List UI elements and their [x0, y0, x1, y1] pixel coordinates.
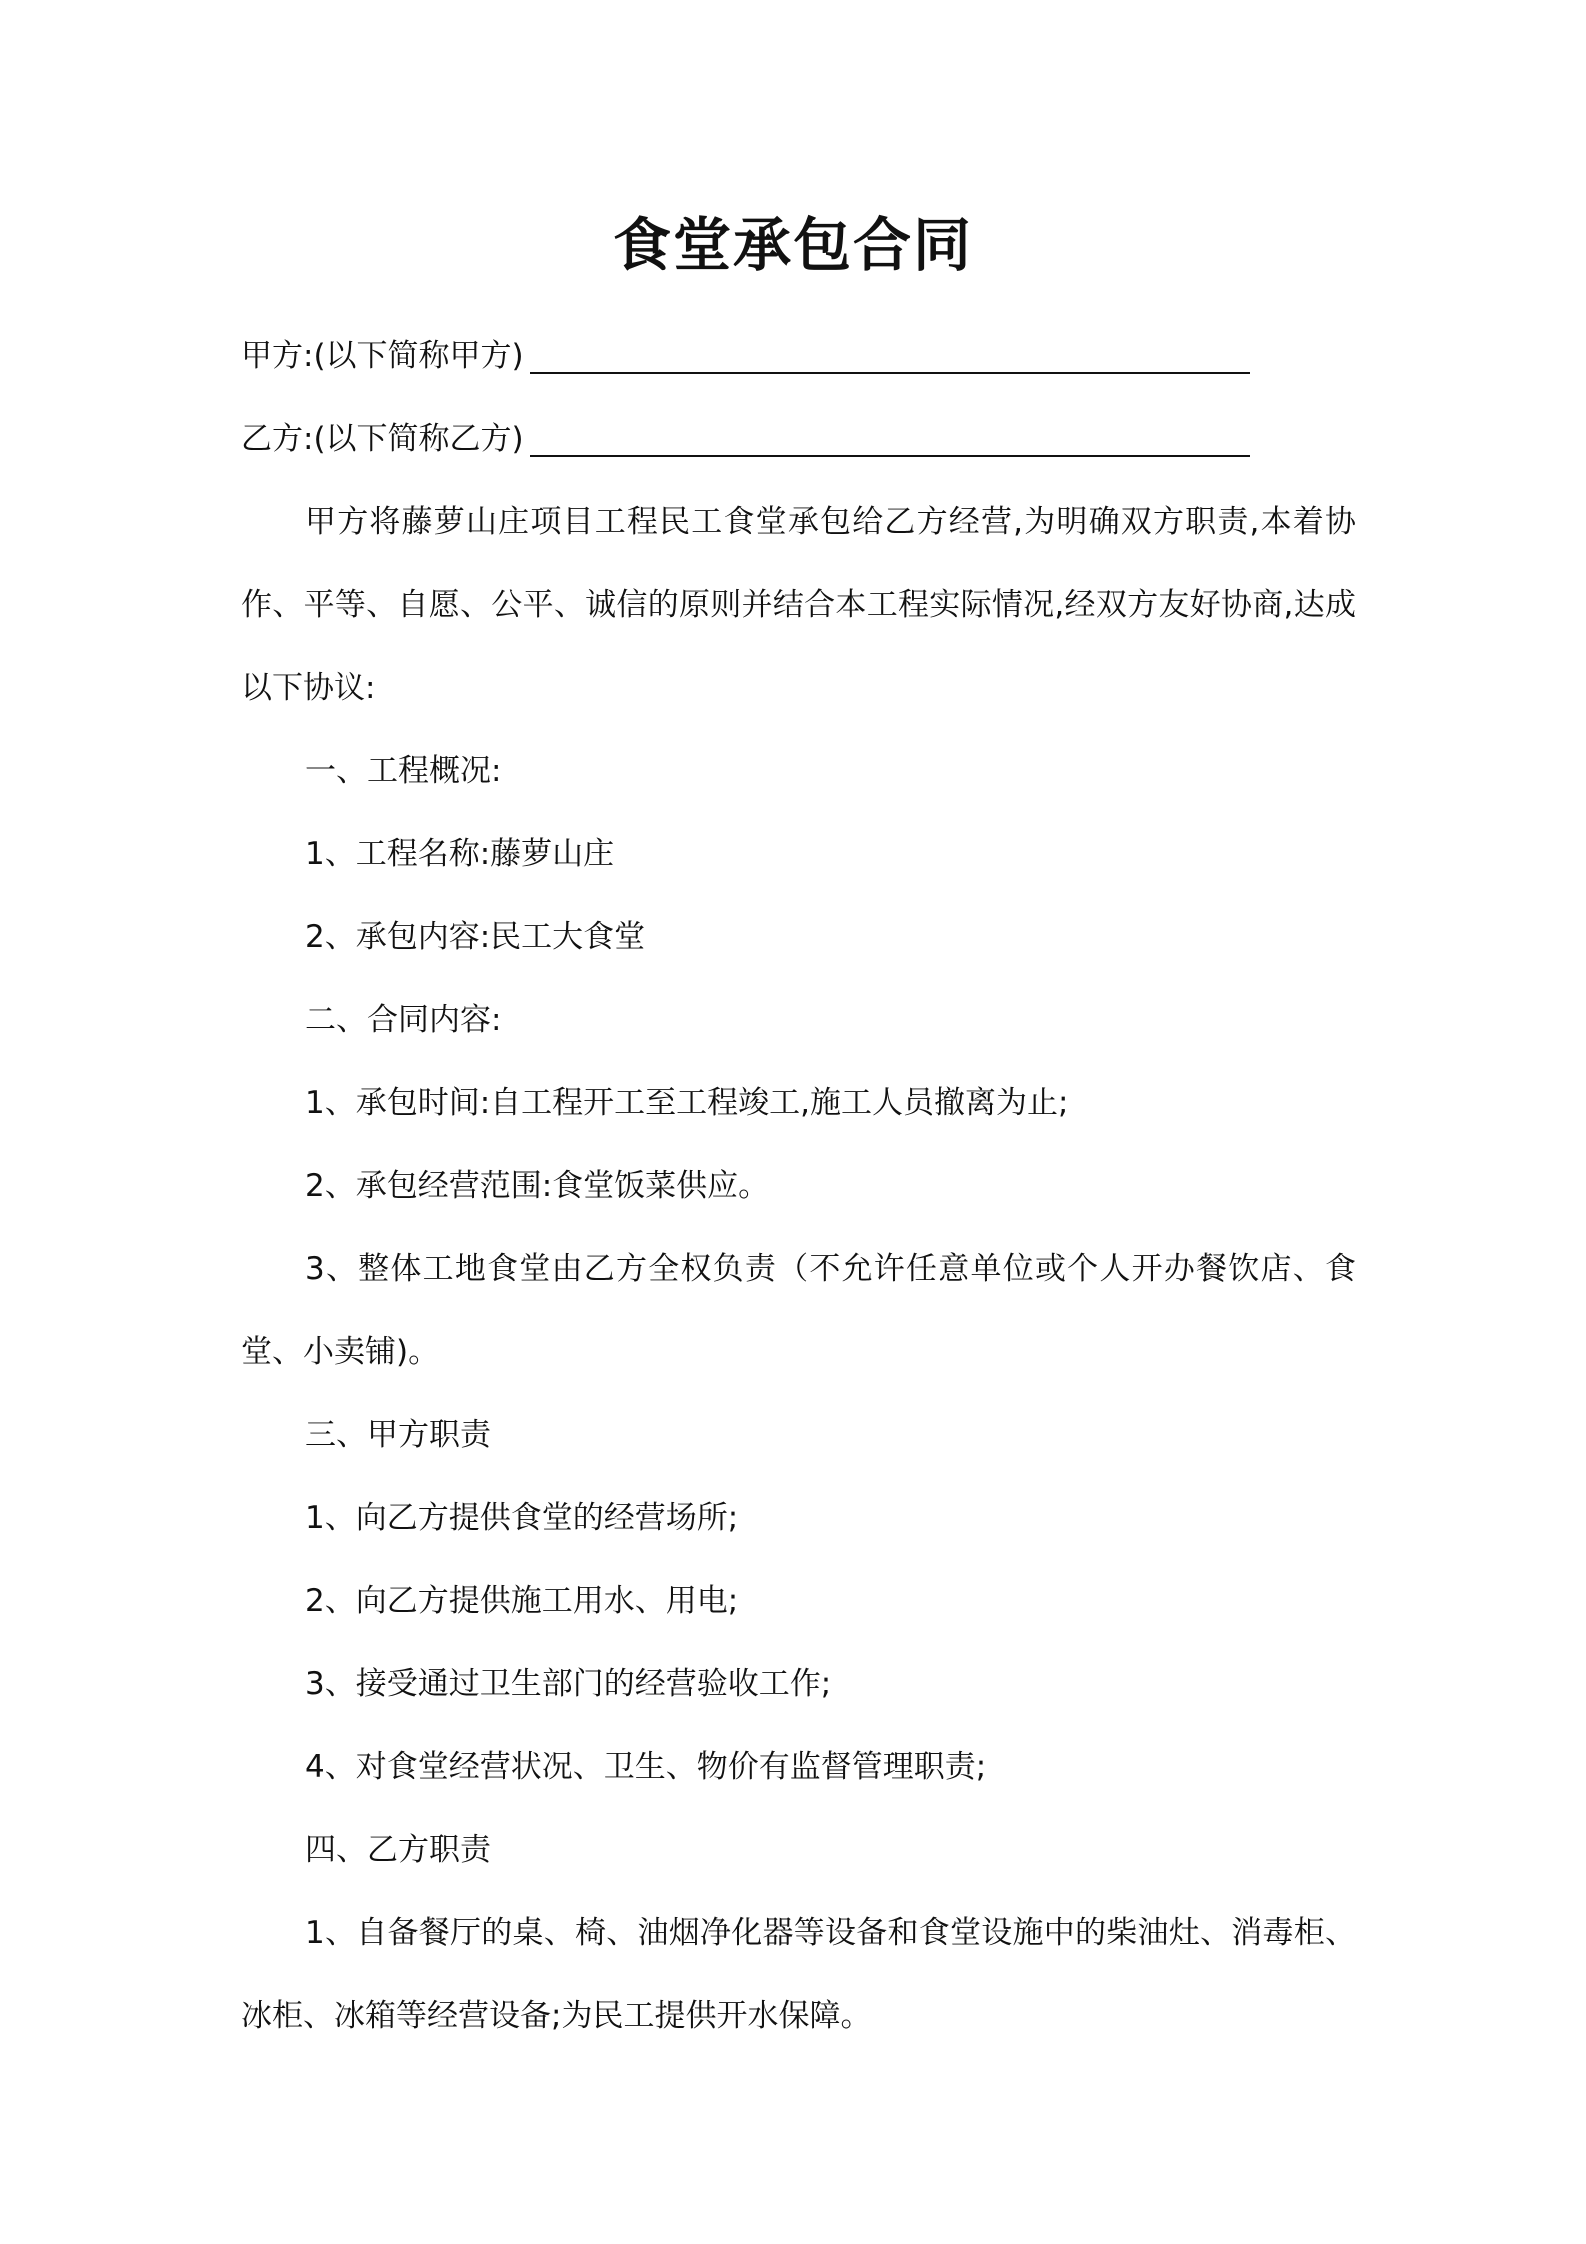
party-a-blank — [530, 332, 1250, 374]
list-item: 4、对食堂经营状况、卫生、物价有监督管理职责; — [305, 1749, 987, 1785]
party-b-blank — [530, 415, 1250, 457]
document-body — [241, 315, 1356, 2058]
list-item: 1、工程名称:藤萝山庄 — [305, 836, 615, 872]
list-item: 1、自备餐厅的桌、椅、油烟净化器等设备和食堂设施中的柴油灶、消毒柜、冰柜、冰箱等经营设备;为民工提供开水保障。 — [241, 1915, 1356, 2034]
party-b-label: 乙方:(以下简称乙方) — [241, 421, 524, 457]
intro-paragraph: 甲方将藤萝山庄项目工程民工食堂承包给乙方经营,为明确双方职责,本着协作、平等、自愿、公平、诚信的原则并结合本工程实际情况,经双方友好协商,达成以下协议: — [241, 504, 1356, 706]
party-a-line — [241, 315, 1356, 398]
list-item: 3、整体工地食堂由乙方全权负责（不允许任意单位或个人开办餐饮店、食堂、小卖铺)。 — [241, 1251, 1356, 1370]
list-item: 1、向乙方提供食堂的经营场所; — [305, 1500, 739, 1536]
list-item: 2、承包经营范围:食堂饭菜供应。 — [305, 1168, 770, 1204]
list-item: 3、接受通过卫生部门的经营验收工作; — [305, 1666, 832, 1702]
party-a-label: 甲方:(以下简称甲方) — [241, 338, 524, 374]
document-title: 食堂承包合同 — [612, 211, 973, 279]
list-item: 2、承包内容:民工大食堂 — [305, 919, 646, 955]
list-item: 1、承包时间:自工程开工至工程竣工,施工人员撤离为止; — [305, 1085, 1069, 1121]
list-item: 2、向乙方提供施工用水、用电; — [305, 1583, 739, 1619]
section-heading: 二、合同内容: — [305, 1002, 502, 1038]
section-heading: 四、乙方职责 — [305, 1832, 491, 1868]
party-b-line — [241, 398, 1356, 481]
section-heading: 一、工程概况: — [305, 753, 502, 789]
section-heading: 三、甲方职责 — [305, 1417, 491, 1453]
